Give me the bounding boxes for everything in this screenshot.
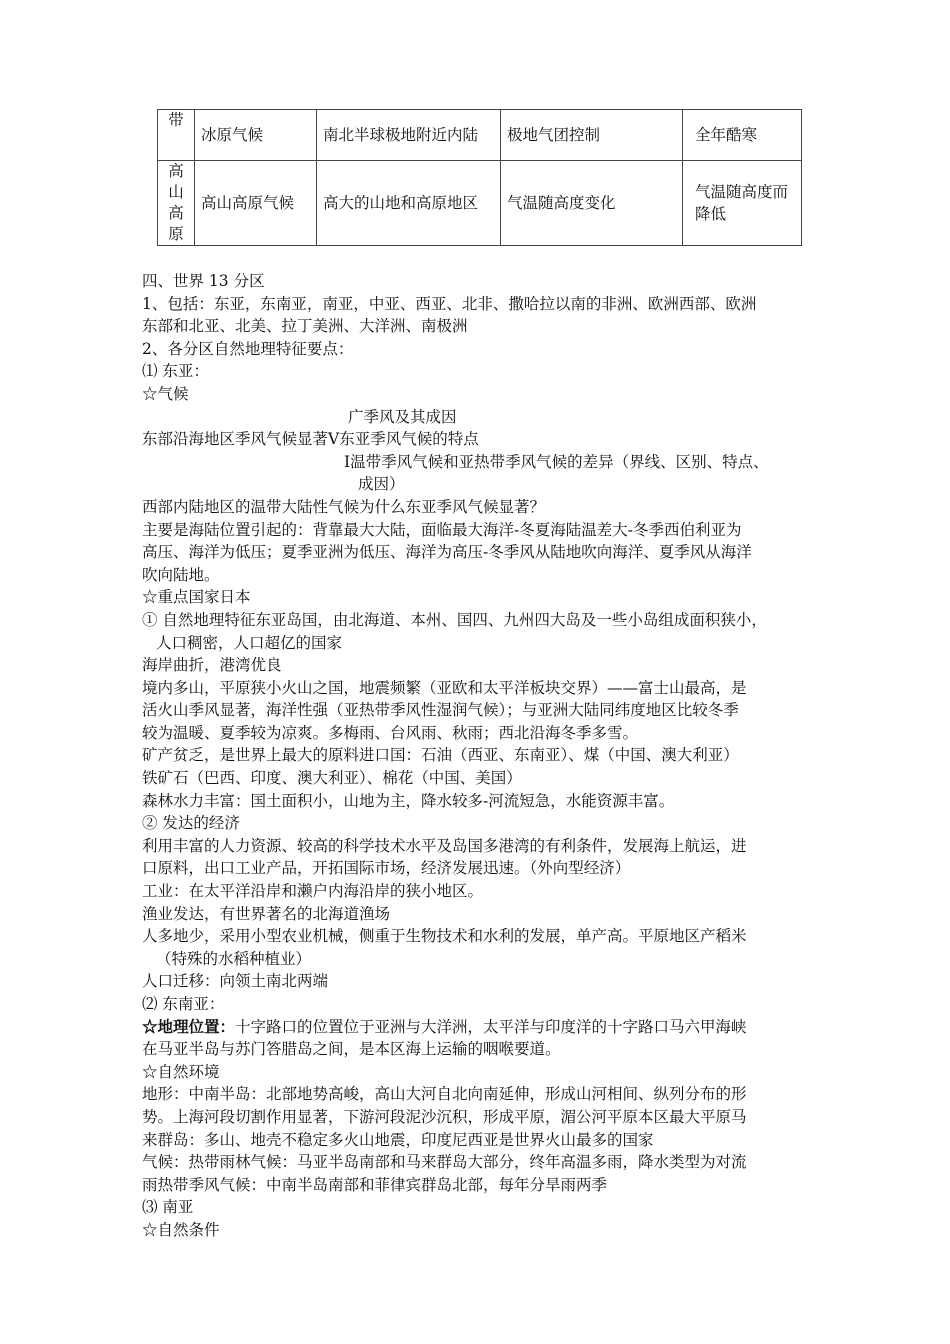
distribution-cell: 南北半球极地附近内陆 <box>317 110 501 161</box>
text-line <box>142 857 832 880</box>
distribution-cell: 高大的山地和高原地区 <box>317 161 501 246</box>
text-line <box>142 360 832 383</box>
text-line <box>142 1061 832 1084</box>
climate-type-cell: 冰原气候 <box>195 110 317 161</box>
line-text: 口原料，出口工业产品，开拓国际市场，经济发展迅速。（外向型经济） <box>142 859 631 878</box>
line-text: 海岸曲折，港湾优良 <box>142 656 282 675</box>
text-line <box>142 970 832 993</box>
line-text: 东部沿海地区季风气候显著Ⅴ东亚季风气候的特点 <box>142 430 479 449</box>
cause-cell: 气温随高度变化 <box>501 161 683 246</box>
line-text: 2、各分区自然地理特征要点： <box>142 339 354 358</box>
text-line <box>142 451 832 474</box>
text-line <box>142 609 832 632</box>
line-text: 铁矿石（巴西、印度、澳大利亚）、棉花（中国、美国） <box>142 769 522 788</box>
zone-char: 原 <box>168 225 184 243</box>
zone-char: 带 <box>168 111 184 129</box>
line-text: 矿产贫乏，是世界上最大的原料进口国：石油（西亚、东南亚）、煤（中国、澳大利亚） <box>142 746 739 765</box>
line-text: （特殊的水稻种植业） <box>156 949 312 968</box>
text-line <box>142 1106 832 1129</box>
table-row <box>158 110 802 161</box>
line-text: 在马亚半岛与苏门答腊岛之间，是本区海上运输的咽喉要道。 <box>142 1040 561 1059</box>
line-text: ① 自然地理特征东亚岛国，由北海道、本州、国四、九州四大岛及一些小岛组成面积狭小， <box>142 610 767 629</box>
text-line <box>142 270 832 293</box>
feature-cell: 全年酷寒 <box>683 110 802 161</box>
line-text: 利用丰富的人力资源、较高的科学技术水平及岛国多港湾的有利条件，发展海上航运，进 <box>142 836 747 855</box>
text-line <box>142 744 832 767</box>
line-text: 西部内陆地区的温带大陆性气候为什么东亚季风气候显著？ <box>142 497 546 516</box>
line-text: ☆重点国家日本 <box>142 588 251 607</box>
text-line <box>142 925 832 948</box>
line-text: ☆自然条件 <box>142 1220 220 1239</box>
text-line <box>142 564 832 587</box>
text-line <box>142 948 832 971</box>
line-text: 高压、海洋为低压；夏季亚洲为低压、海洋为高压-冬季风从陆地吹向海洋、夏季风从海洋 <box>142 543 752 562</box>
line-text: 吹向陆地。 <box>142 565 220 584</box>
text-line <box>142 632 832 655</box>
line-text: ☆自然环境 <box>142 1062 220 1081</box>
line-text: 四、世界 13 分区 <box>142 272 265 290</box>
text-line <box>142 880 832 903</box>
climate-type-cell: 高山高原气候 <box>195 161 317 246</box>
line-text: Ⅰ温带季风气候和亚热带季风气候的差异（界线、区别、特点、 <box>344 452 769 471</box>
text-line <box>142 1219 832 1242</box>
text-line <box>142 428 832 451</box>
line-text: 人口稠密，人口超亿的国家 <box>156 633 343 652</box>
text-line <box>142 1174 832 1197</box>
line-text: 十字路口的位置位于亚洲与大洋洲，太平洋与印度洋的十字路口马六甲海峡 <box>235 1017 747 1036</box>
line-text: 雨热带季风气候：中南半岛南部和菲律宾群岛北部，每年分旱雨两季 <box>142 1175 608 1194</box>
line-text: 地形：中南半岛：北部地势高峻，高山大河自北向南延伸，形成山河相间、纵列分布的形 <box>142 1085 747 1104</box>
climate-table <box>157 109 802 246</box>
text-line <box>142 993 832 1016</box>
text-line <box>142 699 832 722</box>
text-line <box>142 767 832 790</box>
text-line <box>142 903 832 926</box>
line-text: ⑵ 东南亚： <box>142 995 225 1013</box>
line-text: 主要是海陆位置引起的：背靠最大大陆，面临最大海洋-冬夏海陆温差大-冬季西伯利亚为 <box>142 520 742 539</box>
line-text: ☆气候 <box>142 384 189 403</box>
line-text: 活火山季风显著，海洋性强（亚热带季风性湿润气候）；与亚洲大陆同纬度地区比较冬季 <box>142 701 739 720</box>
text-line <box>142 1038 832 1061</box>
text-line <box>142 541 832 564</box>
body-text <box>142 270 832 1242</box>
zone-char: 山 <box>168 183 184 201</box>
text-line <box>142 473 832 496</box>
line-text: 境内多山，平原狭小火山之国，地震频繁（亚欧和太平洋板块交界）——富士山最高，是 <box>142 678 747 697</box>
text-line <box>142 812 832 835</box>
bold-label: ☆地理位置： <box>142 1016 236 1036</box>
text-line <box>142 1083 832 1106</box>
feature-cell: 气温随高度而降低 <box>683 161 802 246</box>
text-line <box>142 383 832 406</box>
text-line <box>142 1196 832 1219</box>
zone-char: 高 <box>168 204 184 222</box>
line-text: ② 发达的经济 <box>142 814 240 833</box>
text-line <box>142 835 832 858</box>
line-text: 1、包括：东亚，东南亚，南亚，中亚、西亚、北非、撒哈拉以南的非洲、欧洲西部、欧洲 <box>142 294 757 313</box>
zone-cell <box>158 110 195 161</box>
text-line <box>142 790 832 813</box>
text-line <box>142 519 832 542</box>
text-line <box>142 293 832 316</box>
line-text: 广季风及其成因 <box>348 407 457 426</box>
zone-cell <box>158 161 195 246</box>
text-line <box>142 1129 832 1152</box>
line-text: ⑶ 南亚 <box>142 1198 194 1217</box>
table-row <box>158 161 802 246</box>
zone-char: 高 <box>168 162 184 180</box>
line-text: 成因） <box>358 475 405 494</box>
line-text: ⑴ 东亚： <box>142 362 209 381</box>
cause-cell: 极地气团控制 <box>501 110 683 161</box>
text-line <box>142 338 832 361</box>
line-text: 人多地少，采用小型农业机械，侧重于生物技术和水利的发展，单产高。平原地区产稻米 <box>142 927 747 946</box>
line-text: 森林水力丰富：国土面积小，山地为主，降水较多-河流短急，水能资源丰富。 <box>142 791 675 810</box>
line-text: 气候：热带雨林气候：马亚半岛南部和马来群岛大部分，终年高温多雨，降水类型为对流 <box>142 1153 747 1172</box>
line-text: 工业：在太平洋沿岸和濑户内海沿岸的狭小地区。 <box>142 882 484 901</box>
line-text: 较为温暖、夏季较为凉爽。多梅雨、台风雨、秋雨；西北沿海冬季多雪。 <box>142 723 639 742</box>
text-line <box>142 406 832 429</box>
text-line <box>142 1151 832 1174</box>
text-line <box>142 315 832 338</box>
line-text: 渔业发达，有世界著名的北海道渔场 <box>142 904 391 923</box>
line-text: 来群岛：多山、地壳不稳定多火山地震，印度尼西亚是世界火山最多的国家 <box>142 1130 654 1149</box>
text-line <box>142 496 832 519</box>
text-line <box>142 722 832 745</box>
line-text: 人口迁移：向领土南北两端 <box>142 972 329 991</box>
line-text: 势。上海河段切割作用显著，下游河段泥沙沉积，形成平原，湄公河平原本区最大平原马 <box>142 1107 747 1126</box>
line-text: 东部和北亚、北美、拉丁美洲、大洋洲、南极洲 <box>142 317 468 336</box>
text-line <box>142 1016 832 1039</box>
text-line <box>142 586 832 609</box>
text-line <box>142 654 832 677</box>
text-line <box>142 677 832 700</box>
